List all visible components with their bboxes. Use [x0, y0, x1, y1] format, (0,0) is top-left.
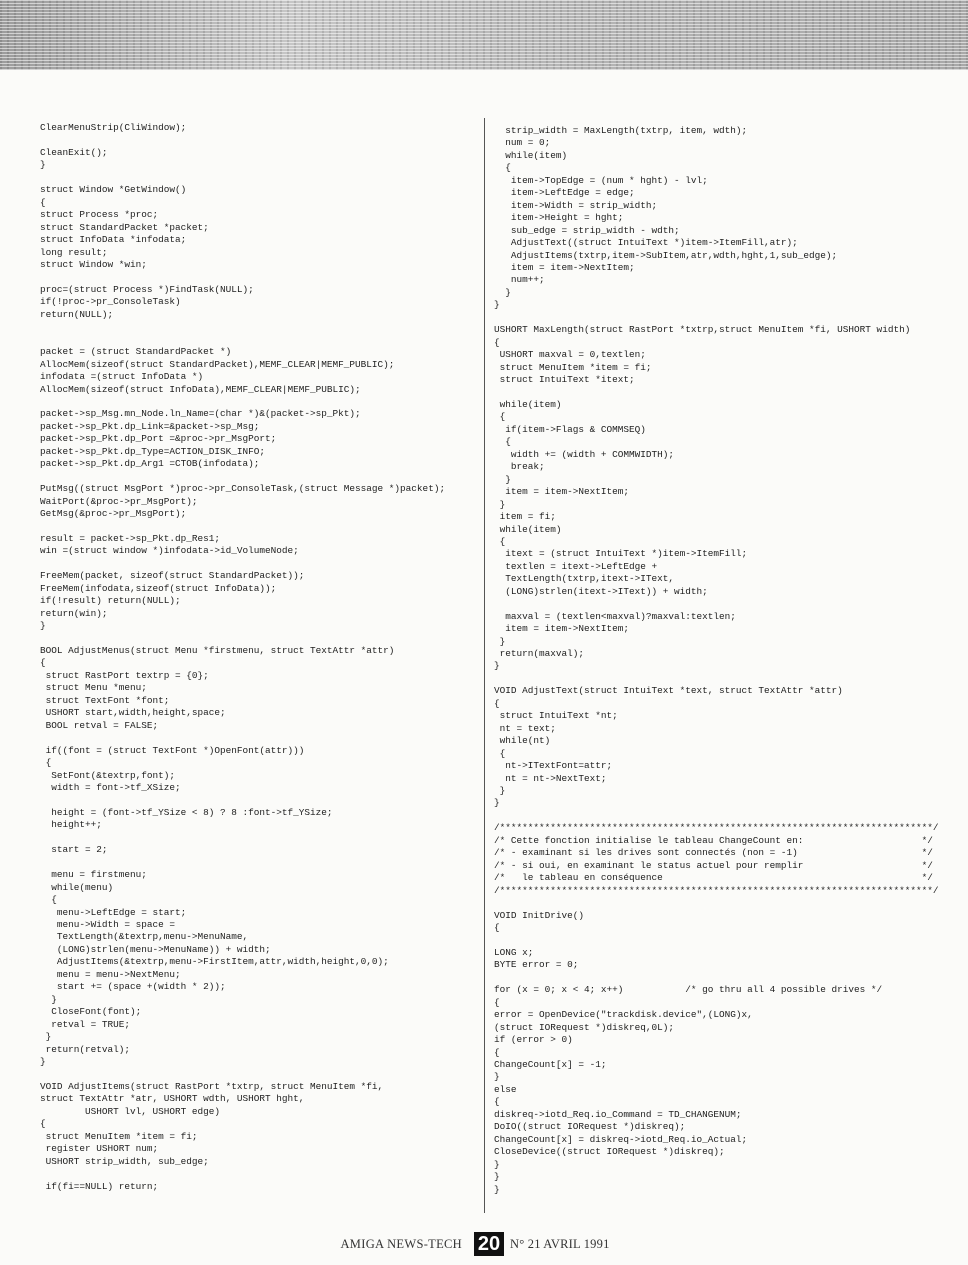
column-divider — [484, 118, 485, 1213]
issue-info: N° 21 AVRIL 1991 — [510, 1237, 610, 1251]
publication-name: AMIGA NEWS-TECH — [340, 1237, 462, 1251]
code-listing-left-column: ClearMenuStrip(CliWindow); CleanExit(); } struct Window *GetWindow() { struct Process *proc; struct StandardPacket *packet; struct InfoData *infodata; long result; struct Window *win; proc=(struct Process *)FindTask(NULL); if(!proc->pr_ConsoleTask) return(NULL); packet = (struct StandardPacket *) AllocMem(sizeof(struct StandardPacket),MEMF_CLEAR|MEMF_PUBLIC); infodata =(struct InfoData *) AllocMem(sizeof(struct InfoData),MEMF_CLEAR|MEMF_PUBLIC); packet->sp_Msg.mn_Node.ln_Name=(char *)&(packet->sp_Pkt); packet->sp_Pkt.dp_Link=&packet->sp_Msg; packet->sp_Pkt.dp_Port =&proc->pr_MsgPort; packet->sp_Pkt.dp_Type=ACTION_DISK_INFO; packet->sp_Pkt.dp_Arg1 =CTOB(infodata); PutMsg((struct MsgPort *)proc->pr_ConsoleTask,(struct Message *)packet); WaitPort(&proc->pr_MsgPort); GetMsg(&proc->pr_MsgPort); result = packet->sp_Pkt.dp_Res1; win =(struct window *)infodata->id_VolumeNode; FreeMem(packet, sizeof(struct StandardPacket)); FreeMem(infodata,sizeof(struct InfoData)); if(!result) return(NULL); return(win); } BOOL AdjustMenus(struct Menu *firstmenu, struct TextAttr *attr) { struct RastPort textrp = {0}; struct Menu *menu; struct TextFont *font; USHORT start,width,height,space; BOOL retval = FALSE; if((font = (struct TextFont *)OpenFont(attr))) { SetFont(&textrp,font); width = font->tf_XSize; height = (font->tf_YSize < 8) ? 8 :font->tf_YSize; height++; start = 2; menu = firstmenu; while(menu) { menu->LeftEdge = start; menu->Width = space = TextLength(&textrp,menu->MenuName, (LONG)strlen(menu->MenuName)) + width; AdjustItems(&textrp,menu->FirstItem,attr,width,height,0,0); menu = menu->NextMenu; start += (space +(width * 2)); } CloseFont(font); retval = TRUE; } return(retval); } VOID AdjustItems(struct RastPort *txtrp, struct MenuItem *fi, struct TextAttr *atr, USHORT wdth, USHORT hght, USHORT lvl, USHORT edge) { struct MenuItem *item = fi; register USHORT num; USHORT strip_width, sub_edge; if(fi==NULL) return; — [40, 122, 446, 1192]
code-listing-right-column: strip_width = MaxLength(txtrp, item, wdth); num = 0; while(item) { item->TopEdge = (num * hght) - lvl; item->LeftEdge = edge; item->Width = strip_width; item->Height = hght; sub_edge = strip_width - wdth; AdjustText((struct IntuiText *)item->ItemFill,atr); AdjustItems(txtrp,item->SubItem,atr,wdth,hght,1,sub_edge); item = item->NextItem; num++; } } USHORT MaxLength(struct RastPort *txtrp,struct MenuItem *fi, USHORT width) { USHORT maxval = 0,textlen; struct MenuItem *item = fi; struct IntuiText *itext; while(item) { if(item->Flags & COMMSEQ) { width += (width + COMMWIDTH); break; } item = item->NextItem; } item = fi; while(item) { itext = (struct IntuiText *)item->ItemFill; textlen = itext->LeftEdge + TextLength(txtrp,itext->IText, (LONG)strlen(itext->IText)) + width; maxval = (textlen<maxval)?maxval:textlen; item = item->NextItem; } return(maxval); } VOID AdjustText(struct IntuiText *text, struct TextAttr *attr) { struct IntuiText *nt; nt = text; while(nt) { nt->ITextFont=attr; nt = nt->NextText; } } /*****************************************************************************/ /* Cette fonction initialise le tableau ChangeCount en: */ /* - examinant si les drives sont connectés (non = -1) */ /* - si oui, en examinant le status actuel pour remplir */ /* le tableau en conséquence */ /*****************************************************************************/ VOID InitDrive() { LONG x; BYTE error = 0; for (x = 0; x < 4; x++) /* go thru all 4 possible drives */ { error = OpenDevice("trackdisk.device",(LONG)x, (struct IORequest *)diskreq,0L); if (error > 0) { ChangeCount[x] = -1; } else { diskreq->iotd_Req.io_Command = TD_CHANGENUM; DoIO((struct IORequest *)diskreq); ChangeCount[x] = diskreq->iotd_Req.io_Actual; CloseDevice((struct IORequest *)diskreq); } } } — [494, 125, 939, 1195]
page-number: 20 — [474, 1232, 504, 1256]
page-footer — [0, 1232, 968, 1258]
header-decorative-band — [0, 0, 968, 70]
